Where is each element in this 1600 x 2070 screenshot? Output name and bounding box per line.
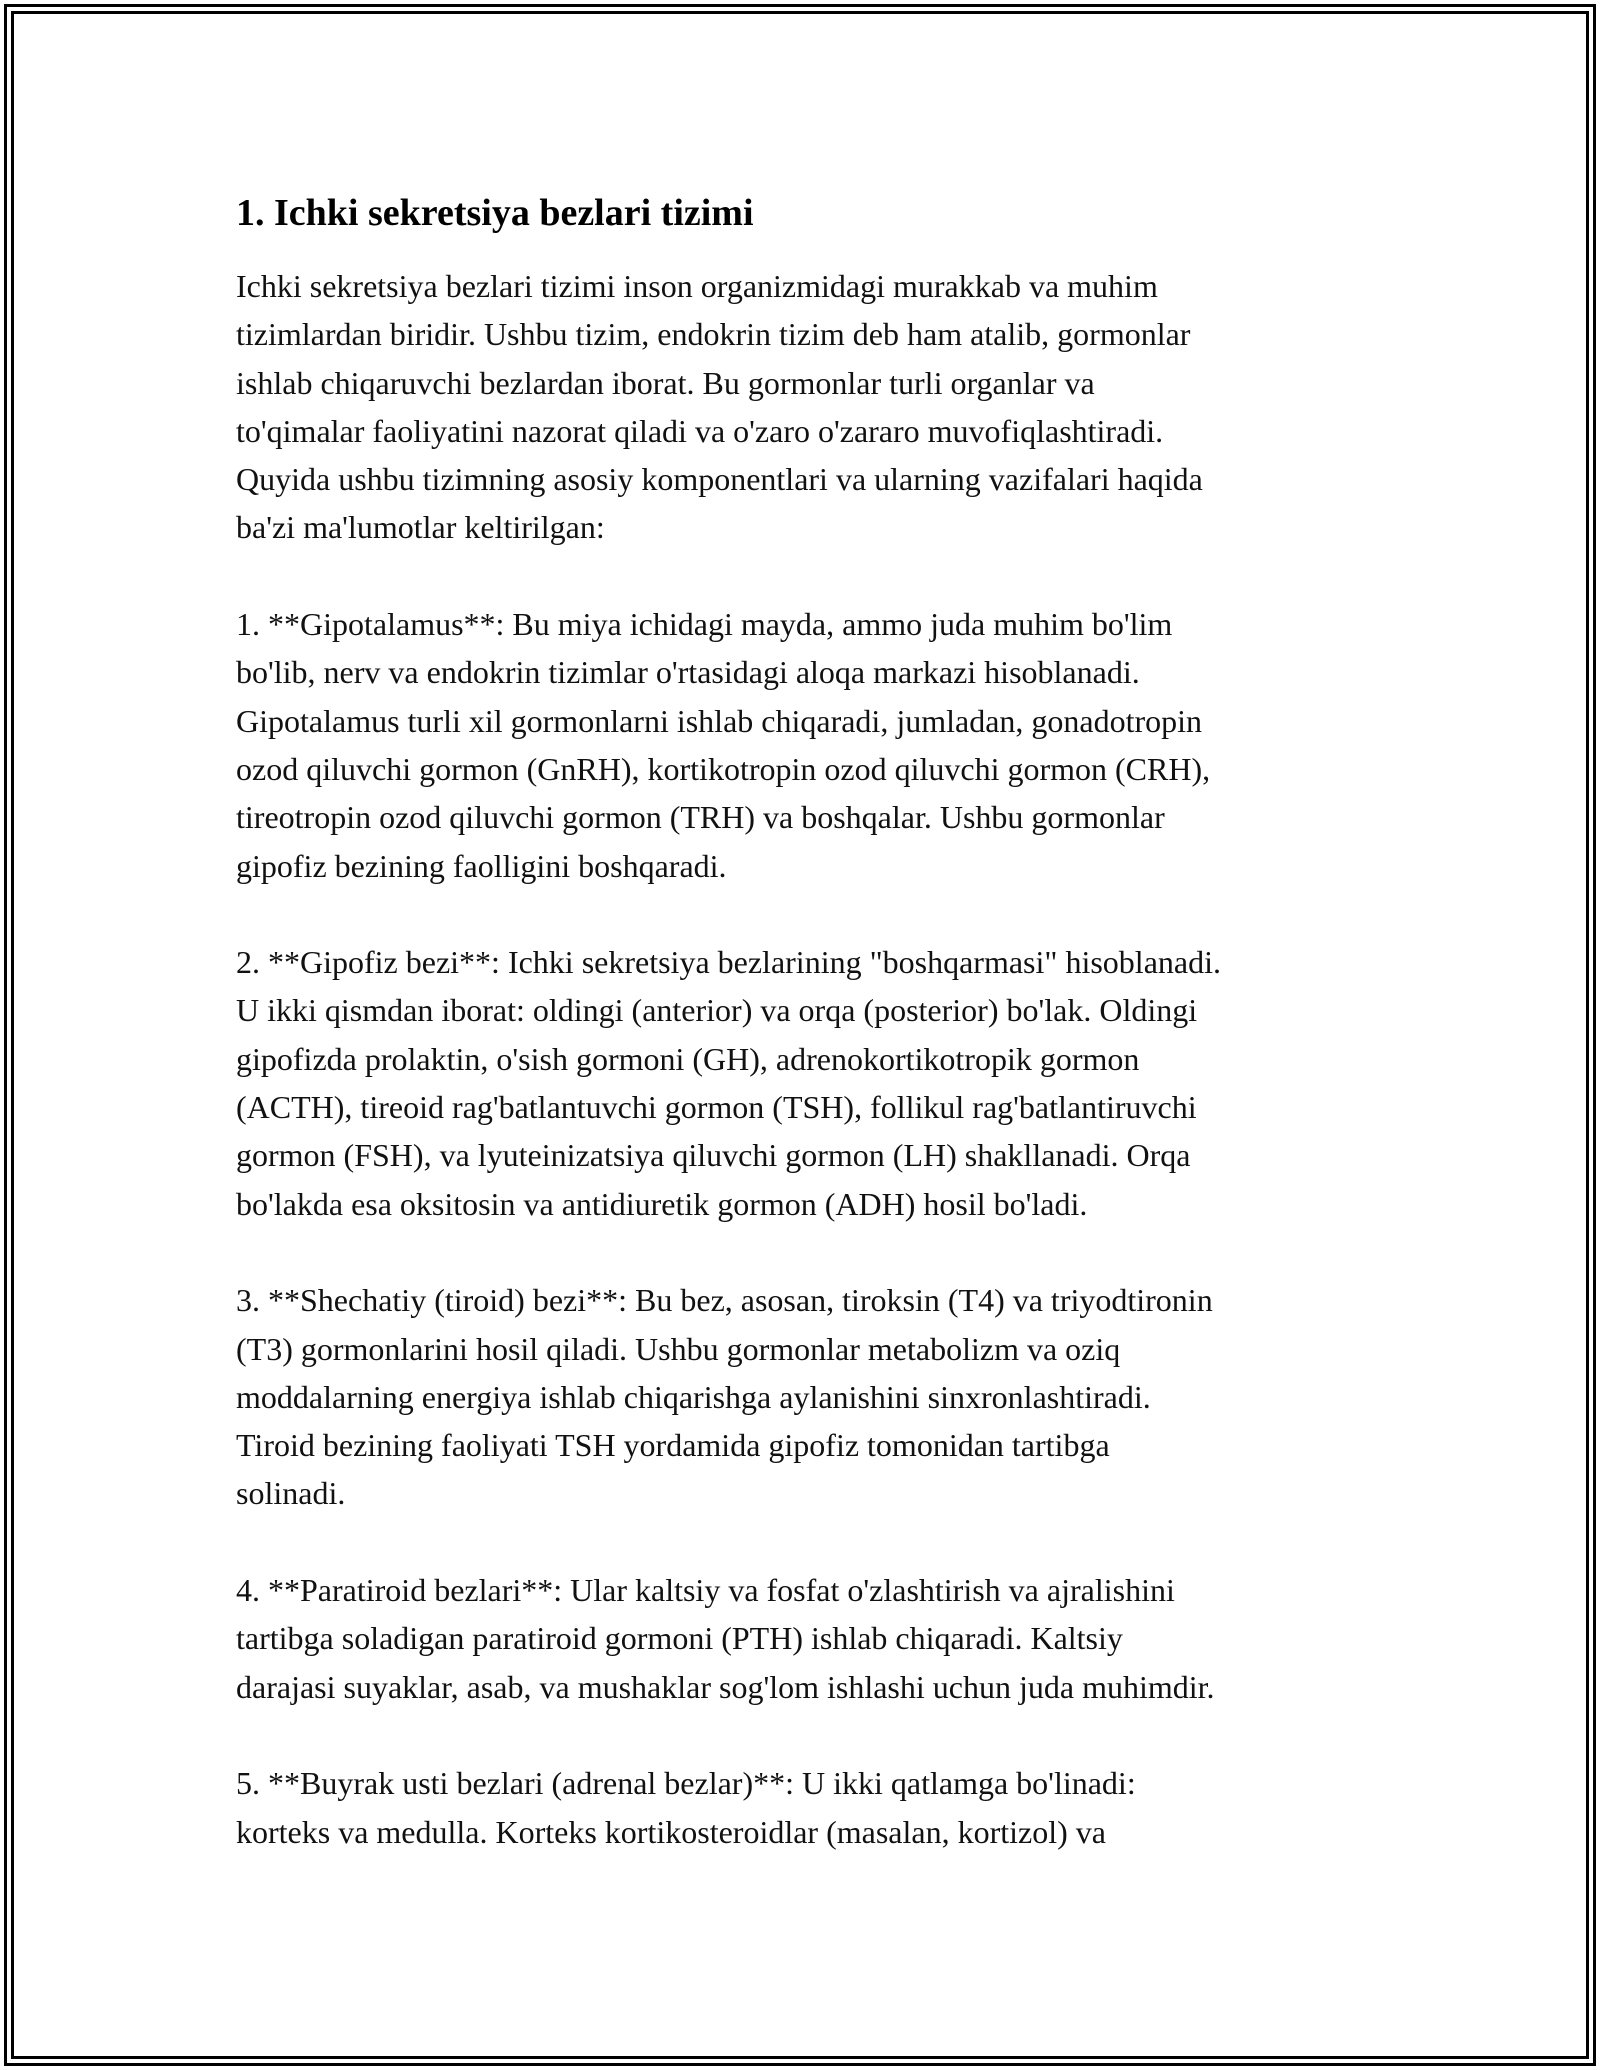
- list-item-gipotalamus: 1. **Gipotalamus**: Bu miya ichidagi mayda, ammo juda muhim bo'lim bo'lib, nerv va endokrin tizimlar o'rtasidagi aloqa markazi hisoblanadi. Gipotalamus turli xil gormonlarni ishlab chiqaradi, jumladan, gonadotropin ozod qiluvchi gormon (GnRH), kortikotropin ozod qiluvchi gormon (CRH), tireotropin ozod qiluvchi gormon (TRH) va boshqalar. Ushbu gormonlar gipofiz bezining faolligini boshqaradi.: [236, 606, 1211, 884]
- list-item-paratiroid: 4. **Paratiroid bezlari**: Ular kaltsiy va fosfat o'zlashtirish va ajralishini tartibga soladigan paratiroid gormoni (PTH) ishlab chiqaradi. Kaltsiy darajasi suyaklar, asab, va mushaklar sog'lom ishlashi uchun juda muhimdir.: [236, 1572, 1215, 1705]
- list-item-adrenal: 5. **Buyrak usti bezlari (adrenal bezlar)**: U ikki qatlamga bo'linadi: korteks va medulla. Korteks kortikosteroidlar (masalan, kortizol) va: [236, 1765, 1136, 1850]
- intro-paragraph: Ichki sekretsiya bezlari tizimi inson organizmidagi murakkab va muhim tizimlardan biridir. Ushbu tizim, endokrin tizim deb ham atalib, gormonlar ishlab chiqaruvchi bezlardan iborat. Bu gormonlar turli organlar va to'qimalar faoliyatini nazorat qiladi va o'zaro o'zararo muvofiqlashtiradi. Quyida ushbu tizimning asosiy komponentlari va ularning vazifalari haqida ba'zi ma'lumotlar keltirilgan:: [236, 268, 1203, 546]
- section-heading: 1. Ichki sekretsiya bezlari tizimi: [236, 192, 754, 234]
- list-item-tiroid: 3. **Shechatiy (tiroid) bezi**: Bu bez, asosan, tiroksin (T4) va triyodtironin (T3) gormonlarini hosil qiladi. Ushbu gormonlar metabolizm va oziq moddalarning energiya ishlab chiqarishga aylanishini sinxronlashtiradi. Tiroid bezining faoliyati TSH yordamida gipofiz tomonidan tartibga solinadi.: [236, 1282, 1213, 1512]
- document-body: [236, 186, 1376, 1856]
- list-item-gipofiz: 2. **Gipofiz bezi**: Ichki sekretsiya bezlarining "boshqarmasi" hisoblanadi. U ikki qismdan iborat: oldingi (anterior) va orqa (posterior) bo'lak. Oldingi gipofizda prolaktin, o'sish gormoni (GH), adrenokortikotropik gormon (ACTH), tireoid rag'batlantuvchi gormon (TSH), follikul rag'batlantiruvchi gormon (FSH), va lyuteinizatsiya qiluvchi gormon (LH) shakllanadi. Orqa bo'lakda esa oksitosin va antidiuretik gormon (ADH) hosil bo'ladi.: [236, 944, 1221, 1222]
